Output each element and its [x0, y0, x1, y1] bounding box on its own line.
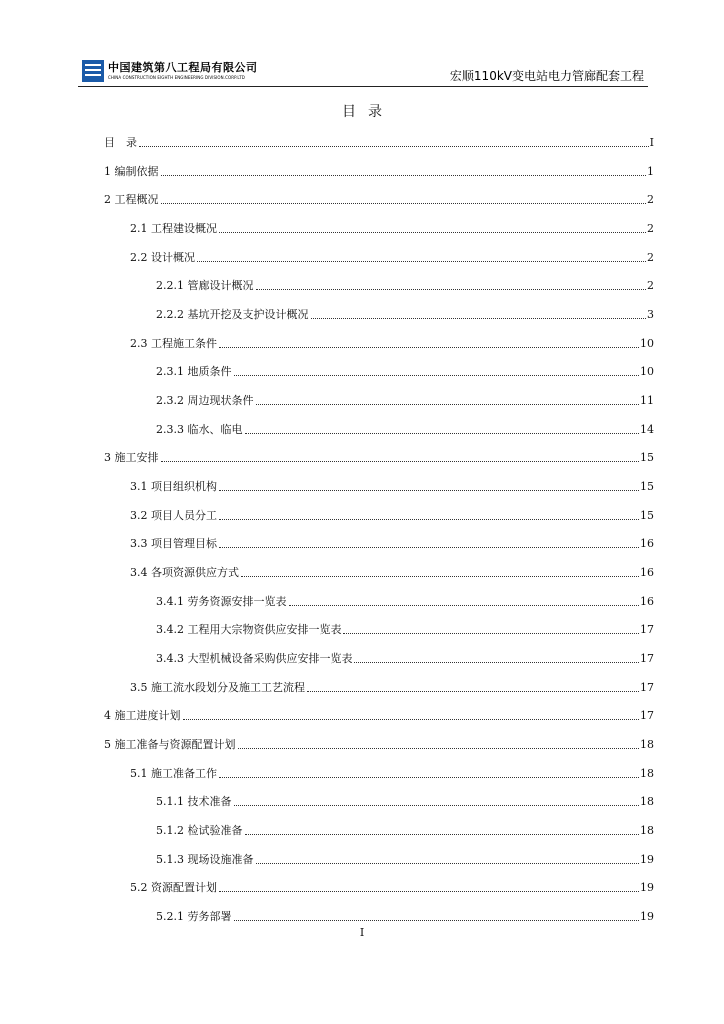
toc-entry-label: 4 施工进度计划	[104, 709, 181, 723]
toc-entry-label: 2.3.1 地质条件	[156, 365, 232, 379]
toc-entry-label: 2.2.1 管廊设计概况	[156, 279, 254, 293]
toc-leader-dots	[256, 404, 640, 405]
toc-entry-label: 2.1 工程建设概况	[130, 221, 217, 235]
toc-entry[interactable]	[130, 875, 654, 895]
toc-entry-page: 15	[640, 451, 654, 465]
page-number: I	[359, 926, 365, 939]
toc-leader-dots	[241, 576, 639, 577]
toc-leader-dots	[197, 261, 646, 262]
toc-entry-page: 11	[640, 393, 654, 407]
toc-leader-dots	[238, 748, 640, 749]
toc-leader-dots	[219, 547, 639, 548]
toc-entry[interactable]	[156, 646, 654, 666]
toc-entry[interactable]	[130, 216, 654, 236]
toc-entry-page: 16	[640, 537, 654, 551]
toc-entry[interactable]	[104, 445, 654, 465]
toc-leader-dots	[139, 146, 649, 147]
toc-entry-page: 10	[640, 336, 654, 350]
project-name: 宏顺110kV变电站电力管廊配套工程	[449, 69, 644, 83]
company-logo-icon	[82, 60, 104, 82]
toc-entry[interactable]	[156, 388, 654, 408]
toc-leader-dots	[219, 347, 639, 348]
toc-entry-label: 2.3.3 临水、临电	[156, 422, 243, 436]
toc-leader-dots	[219, 519, 639, 520]
toc-entry-label: 2.3.2 周边现状条件	[156, 393, 254, 407]
toc-entry[interactable]	[156, 818, 654, 838]
toc-entry-page: 2	[647, 193, 654, 207]
toc-entry-page: 1	[647, 164, 654, 178]
toc-entry-label: 3.2 项目人员分工	[130, 508, 217, 522]
toc-entry[interactable]	[104, 187, 654, 207]
toc-leader-dots	[245, 834, 640, 835]
toc-leader-dots	[219, 777, 639, 778]
toc-entry-label: 2.2.2 基坑开挖及支护设计概况	[156, 307, 309, 321]
toc-entry[interactable]	[156, 273, 654, 293]
toc-entry[interactable]	[156, 589, 654, 609]
toc-leader-dots	[289, 605, 640, 606]
toc-entry-label: 1 编制依据	[104, 164, 159, 178]
toc-entry-page: 2	[647, 279, 654, 293]
org-name-cn: 中国建筑第八工程局有限公司	[108, 61, 258, 74]
toc-entry-page: 19	[640, 852, 654, 866]
toc-entry-label: 5 施工准备与资源配置计划	[104, 737, 236, 751]
toc-entry[interactable]	[130, 331, 654, 351]
toc-entry-label: 2.2 设计概况	[130, 250, 195, 264]
toc-leader-dots	[161, 175, 647, 176]
toc-entry[interactable]	[130, 503, 654, 523]
toc-leader-dots	[234, 920, 640, 921]
toc-entry-page: 15	[640, 508, 654, 522]
toc-entry-label: 2.3 工程施工条件	[130, 336, 217, 350]
header-divider	[78, 86, 648, 87]
toc-entry[interactable]	[156, 789, 654, 809]
toc-entry-page: I	[649, 136, 654, 149]
toc-entry-page: 14	[640, 422, 654, 436]
toc-entry[interactable]	[156, 617, 654, 637]
toc-entry-page: 19	[640, 909, 654, 923]
toc-entry[interactable]	[156, 417, 654, 437]
toc-entry-page: 19	[640, 881, 654, 895]
toc-leader-dots	[245, 433, 640, 434]
org-name-en: CHINA CONSTRUCTION EIGHTH ENGINEERING DIVISION.CORP.LTD	[108, 75, 245, 80]
toc-entry[interactable]	[156, 847, 654, 867]
toc-title: 目录	[342, 104, 394, 120]
toc-entry-page: 18	[640, 737, 654, 751]
toc-entry-page: 17	[640, 709, 654, 723]
toc-entry-page: 17	[640, 651, 654, 665]
toc-entry-label: 5.2 资源配置计划	[130, 881, 217, 895]
toc-leader-dots	[307, 691, 639, 692]
toc-entry-page: 15	[640, 479, 654, 493]
toc-entry-label: 3.4 各项资源供应方式	[130, 565, 239, 579]
toc-leader-dots	[234, 805, 640, 806]
toc-leader-dots	[256, 289, 647, 290]
toc-entry-label: 2 工程概况	[104, 193, 159, 207]
toc-entry-label: 3 施工安排	[104, 451, 159, 465]
toc-leader-dots	[183, 719, 640, 720]
toc-entry-label: 5.2.1 劳务部署	[156, 909, 232, 923]
toc-entry-label: 3.1 项目组织机构	[130, 479, 217, 493]
toc-leader-dots	[234, 375, 640, 376]
toc-leader-dots	[219, 891, 639, 892]
toc-entry-label: 3.5 施工流水段划分及施工工艺流程	[130, 680, 305, 694]
toc-leader-dots	[219, 232, 646, 233]
toc-entry-label: 3.4.3 大型机械设备采购供应安排一览表	[156, 651, 353, 665]
toc-entry-page: 17	[640, 623, 654, 637]
toc-entry-label: 5.1.2 检试验准备	[156, 823, 243, 837]
toc-leader-dots	[219, 490, 639, 491]
toc-entry-label: 5.1.3 现场设施准备	[156, 852, 254, 866]
toc-entry[interactable]	[156, 359, 654, 379]
toc-entry[interactable]	[156, 904, 654, 924]
toc-entry[interactable]	[156, 302, 654, 322]
toc-entry-page: 18	[640, 766, 654, 780]
toc-entry-label: 5.1.1 技术准备	[156, 795, 232, 809]
toc-entry-label: 5.1 施工准备工作	[130, 766, 217, 780]
toc-entry[interactable]	[104, 130, 654, 150]
toc-entry-page: 18	[640, 823, 654, 837]
toc-entry-page: 2	[647, 250, 654, 264]
toc-entry[interactable]	[130, 531, 654, 551]
toc-entry-page: 2	[647, 221, 654, 235]
toc-entry[interactable]	[104, 732, 654, 752]
toc-entry-label: 目 录	[104, 136, 137, 149]
toc-entry-label: 3.3 项目管理目标	[130, 537, 217, 551]
toc-entry[interactable]	[130, 761, 654, 781]
toc-entry[interactable]	[104, 703, 654, 723]
toc-leader-dots	[256, 863, 640, 864]
toc-entry-page: 16	[640, 594, 654, 608]
toc-leader-dots	[161, 461, 640, 462]
toc-entry-label: 3.4.2 工程用大宗物资供应安排一览表	[156, 623, 342, 637]
toc-entry-page: 3	[647, 307, 654, 321]
toc-entry-page: 16	[640, 565, 654, 579]
toc-entry-page: 18	[640, 795, 654, 809]
toc-entry-page: 17	[640, 680, 654, 694]
toc-entry[interactable]	[130, 245, 654, 265]
toc-entry[interactable]	[104, 159, 654, 179]
toc-leader-dots	[161, 203, 647, 204]
toc-entry[interactable]	[130, 560, 654, 580]
toc-entry[interactable]	[130, 675, 654, 695]
toc-entry[interactable]	[130, 474, 654, 494]
toc-entry-label: 3.4.1 劳务资源安排一览表	[156, 594, 287, 608]
page-header	[78, 56, 648, 86]
toc-leader-dots	[354, 662, 639, 663]
toc-leader-dots	[343, 633, 639, 634]
toc-leader-dots	[311, 318, 647, 319]
toc-entry-page: 10	[640, 365, 654, 379]
